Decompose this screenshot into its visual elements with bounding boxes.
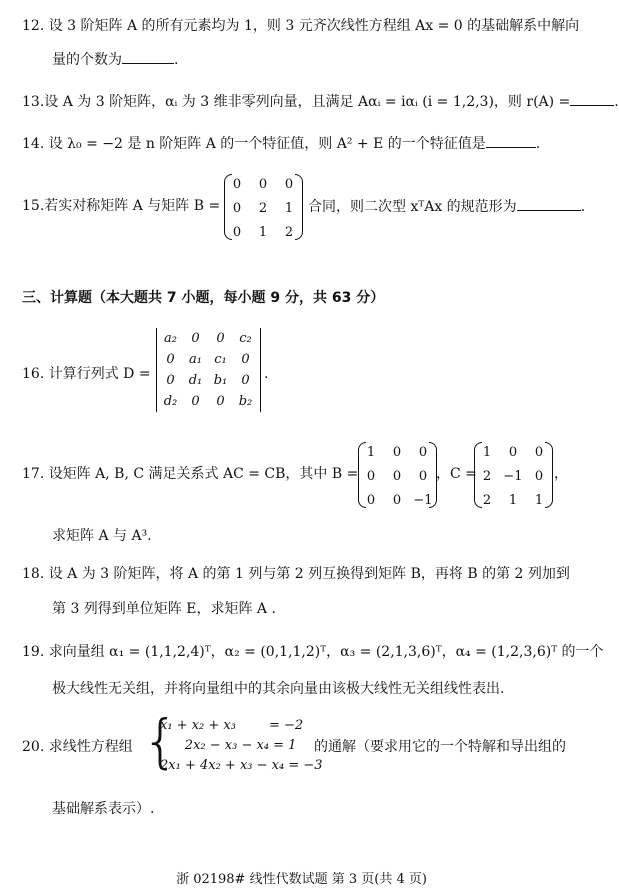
question-18-line2: 第 3 列得到单位矩阵 E，求矩阵 A . [52,601,276,617]
question-15-lead [22,197,220,215]
page-footer: 浙 02198# 线性代数试题 第 3 页(共 4 页) [176,872,427,887]
matrix-cell: b₂ [238,394,253,409]
question-number: 17. [22,466,45,482]
question-13 [22,92,619,111]
answer-blank[interactable] [570,92,614,106]
question-12-line2 [52,50,178,69]
matrix-cell: 0 [232,224,242,240]
question-text: 设 λ₀ = −2 是 n 阶矩阵 A 的一个特征值，则 A² + E 的一个特征值是 [48,136,486,152]
matrix-b-q15 [224,172,302,244]
punctuation: . [614,94,619,110]
matrix-cell: 0 [232,176,242,192]
determinant-right-bar [260,328,261,412]
question-19-line1 [22,643,604,661]
matrix-cell: 0 [392,444,402,460]
question-text: 合同，则二次型 xᵀAx 的规范形为 [308,199,517,215]
question-16-lead [22,365,151,383]
matrix-cell: 0 [166,352,175,367]
question-19-line2: 极大线性无关组，并将向量组中的其余向量由该极大线性无关组线性表出. [52,681,505,697]
question-text: 量的个数为 [52,52,122,68]
matrix-right-paren [295,174,303,240]
matrix-cell: 0 [418,444,428,460]
question-text: 设 3 阶矩阵 A 的所有元素均为 1，则 3 元齐次线性方程组 Ax = 0 的基础解系中解向 [48,18,580,34]
determinant-matrix [158,328,258,412]
section-title: 三、计算题（本大题共 7 小题，每小题 9 分，共 63 分） [22,290,385,306]
question-20-tail: 的通解（要求用它的一个特解和导出组的 [314,739,566,755]
question-17-lead [22,465,358,483]
matrix-cell: 1 [284,200,294,216]
matrix-cell: 0 [534,444,544,460]
matrix-cell: 1 [258,224,268,240]
question-12-line1 [22,17,579,35]
question-text: 设矩阵 A, B, C 满足关系式 AC = CB，其中 B = [48,466,359,482]
question-text: 求向量组 α₁ = (1,1,2,4)ᵀ，α₂ = (0,1,1,2)ᵀ，α₃ = (2,1,3,6)ᵀ，α₄ = (1,2,3,6)ᵀ 的一个 [48,644,604,660]
matrix-cell: 0 [166,373,175,388]
determinant-left-bar [156,328,157,412]
punctuation: ， [554,466,568,482]
matrix-cell: −1 [503,468,523,484]
question-number: 18. [22,566,45,582]
question-text: 设 A 为 3 阶矩阵，αᵢ 为 3 维非零列向量，且满足 Aαᵢ = iαᵢ (i = 1,2,3)，则 r(A) = [44,94,571,110]
matrix-cell: c₂ [239,331,252,346]
matrix-cell: 0 [418,468,428,484]
equation-system [160,716,323,776]
matrix-cell: 1 [534,492,544,508]
answer-blank[interactable] [486,134,536,148]
question-number: 19. [22,644,45,660]
question-20-line2: 基础解系表示）. [52,801,155,817]
question-number: 20. [22,739,45,755]
matrix-cell: 0 [258,176,268,192]
matrix-cell: a₂ [164,331,177,346]
question-20-lead [22,738,133,756]
matrix-cell: a₁ [189,352,202,367]
matrix-cell: d₂ [163,394,178,409]
answer-blank[interactable] [122,50,174,64]
question-number: 12. [22,18,45,34]
question-text: 若实对称矩阵 A 与矩阵 B = [44,198,221,214]
matrix-cell: 2 [482,468,492,484]
matrix-right-paren [545,442,553,508]
question-text: 计算行列式 D = [48,366,151,382]
matrix-cell: 1 [482,444,492,460]
matrix-cell: 1 [508,492,518,508]
matrix-cell: b₁ [213,373,228,388]
question-number: 13. [22,94,45,110]
punctuation: . [174,52,179,68]
punctuation: . [264,366,269,382]
matrix-cell: 0 [508,444,518,460]
matrix-cell: 0 [534,468,544,484]
matrix-cell: 0 [366,492,376,508]
question-text: 求线性方程组 [48,739,133,755]
matrix-cell: d₁ [188,373,203,388]
matrix-cell: −1 [413,492,433,508]
question-number: 16. [22,366,45,382]
matrix-cell: 2 [284,224,294,240]
question-number: 14. [22,136,45,152]
matrix-b-q17 [358,440,436,512]
question-17-line2: 求矩阵 A 与 A³. [52,528,152,544]
equation: 2x₁ + 4x₂ + x₃ − x₄ = −3 [160,758,323,773]
matrix-cell: 2 [482,492,492,508]
matrix-separator: ，C = [436,466,477,482]
matrix-c-q17 [474,440,552,512]
matrix-cell: 2 [258,200,268,216]
matrix-cell: 0 [216,394,225,409]
matrix-cell: 0 [216,331,225,346]
matrix-cell: 1 [366,444,376,460]
matrix-cell: 0 [366,468,376,484]
matrix-cell: 0 [232,200,242,216]
matrix-cell: 0 [191,331,200,346]
equation: 2x₂ − x₃ − x₄ = 1 [160,738,297,753]
matrix-cell: 0 [284,176,294,192]
equation: x₁ + x₂ + x₃ = −2 [160,718,304,733]
system-brace-icon: { [142,707,179,775]
matrix-cell: 0 [241,352,250,367]
punctuation: . [535,136,541,152]
matrix-cell: c₁ [214,352,227,367]
question-number: 15. [22,198,45,214]
question-15-tail [308,197,585,216]
punctuation: . [580,199,586,215]
matrix-cell: 0 [241,373,250,388]
question-18-line1 [22,565,570,583]
answer-blank[interactable] [517,197,581,211]
matrix-cell: 0 [392,492,402,508]
matrix-cell: 0 [191,394,200,409]
question-14 [22,134,540,153]
matrix-cell: 0 [392,468,402,484]
question-text: 设 A 为 3 阶矩阵，将 A 的第 1 列与第 2 列互换得到矩阵 B，再将 B 的第 2 列加到 [48,566,570,582]
